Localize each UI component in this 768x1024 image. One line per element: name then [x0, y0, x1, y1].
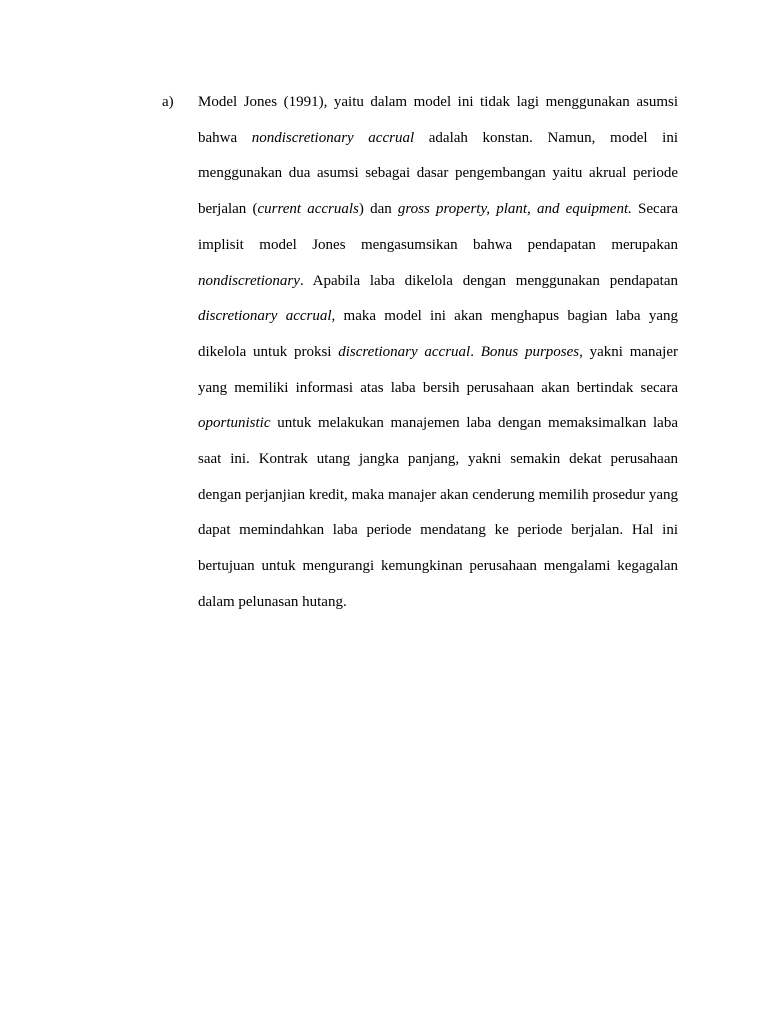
text-segment: ) dan	[358, 201, 398, 218]
text-segment: untuk melakukan manajemen laba dengan memaksimalkan laba saat ini. Kontrak utang jangka panjang, yakni semakin dekat perusahaan dengan perjanjian kredit, maka manajer akan cenderung memilih prosedur yang dapat memindahkan laba periode mendatang ke periode berjalan. Hal ini bertujuan untuk mengurangi kemungkinan perusahaan mengalami kegagalan dalam pelunasan hutang.	[198, 415, 678, 610]
italic-text-segment: gross property, plant, and equipment.	[397, 201, 632, 218]
text-segment: yakni manajer yang memiliki informasi atas laba bersih perusahaan akan bertindak secara	[198, 343, 678, 396]
italic-text-segment: current accruals	[257, 201, 359, 218]
italic-text-segment: discretionary accrual	[338, 343, 471, 360]
text-segment: . Apabila laba dikelola dengan menggunakan pendapatan	[299, 272, 678, 289]
italic-text-segment: Bonus purposes,	[480, 343, 583, 360]
italic-text-segment: nondiscretionary accrual	[251, 129, 415, 146]
paragraph-text	[198, 85, 678, 621]
italic-text-segment: oportunistic	[198, 415, 271, 432]
italic-text-segment: nondiscretionary	[198, 272, 300, 289]
text-segment: Model Jones (1991), yaitu dalam model ini tidak lagi menggunakan asumsi bahwa	[198, 94, 678, 146]
text-segment: Secara implisit model Jones mengasumsikan bahwa pendapatan merupakan	[198, 201, 679, 253]
italic-text-segment: discretionary accrual	[198, 308, 332, 325]
text-segment: .	[470, 343, 481, 360]
list-marker: a)	[162, 94, 174, 110]
text-segment: , maka model ini akan menghapus bagian laba yang dikelola untuk proksi	[198, 308, 678, 360]
text-segment: adalah konstan. Namun, model ini menggunakan dua asumsi sebagai dasar pengembangan yaitu akrual periode berjalan (	[198, 129, 678, 218]
